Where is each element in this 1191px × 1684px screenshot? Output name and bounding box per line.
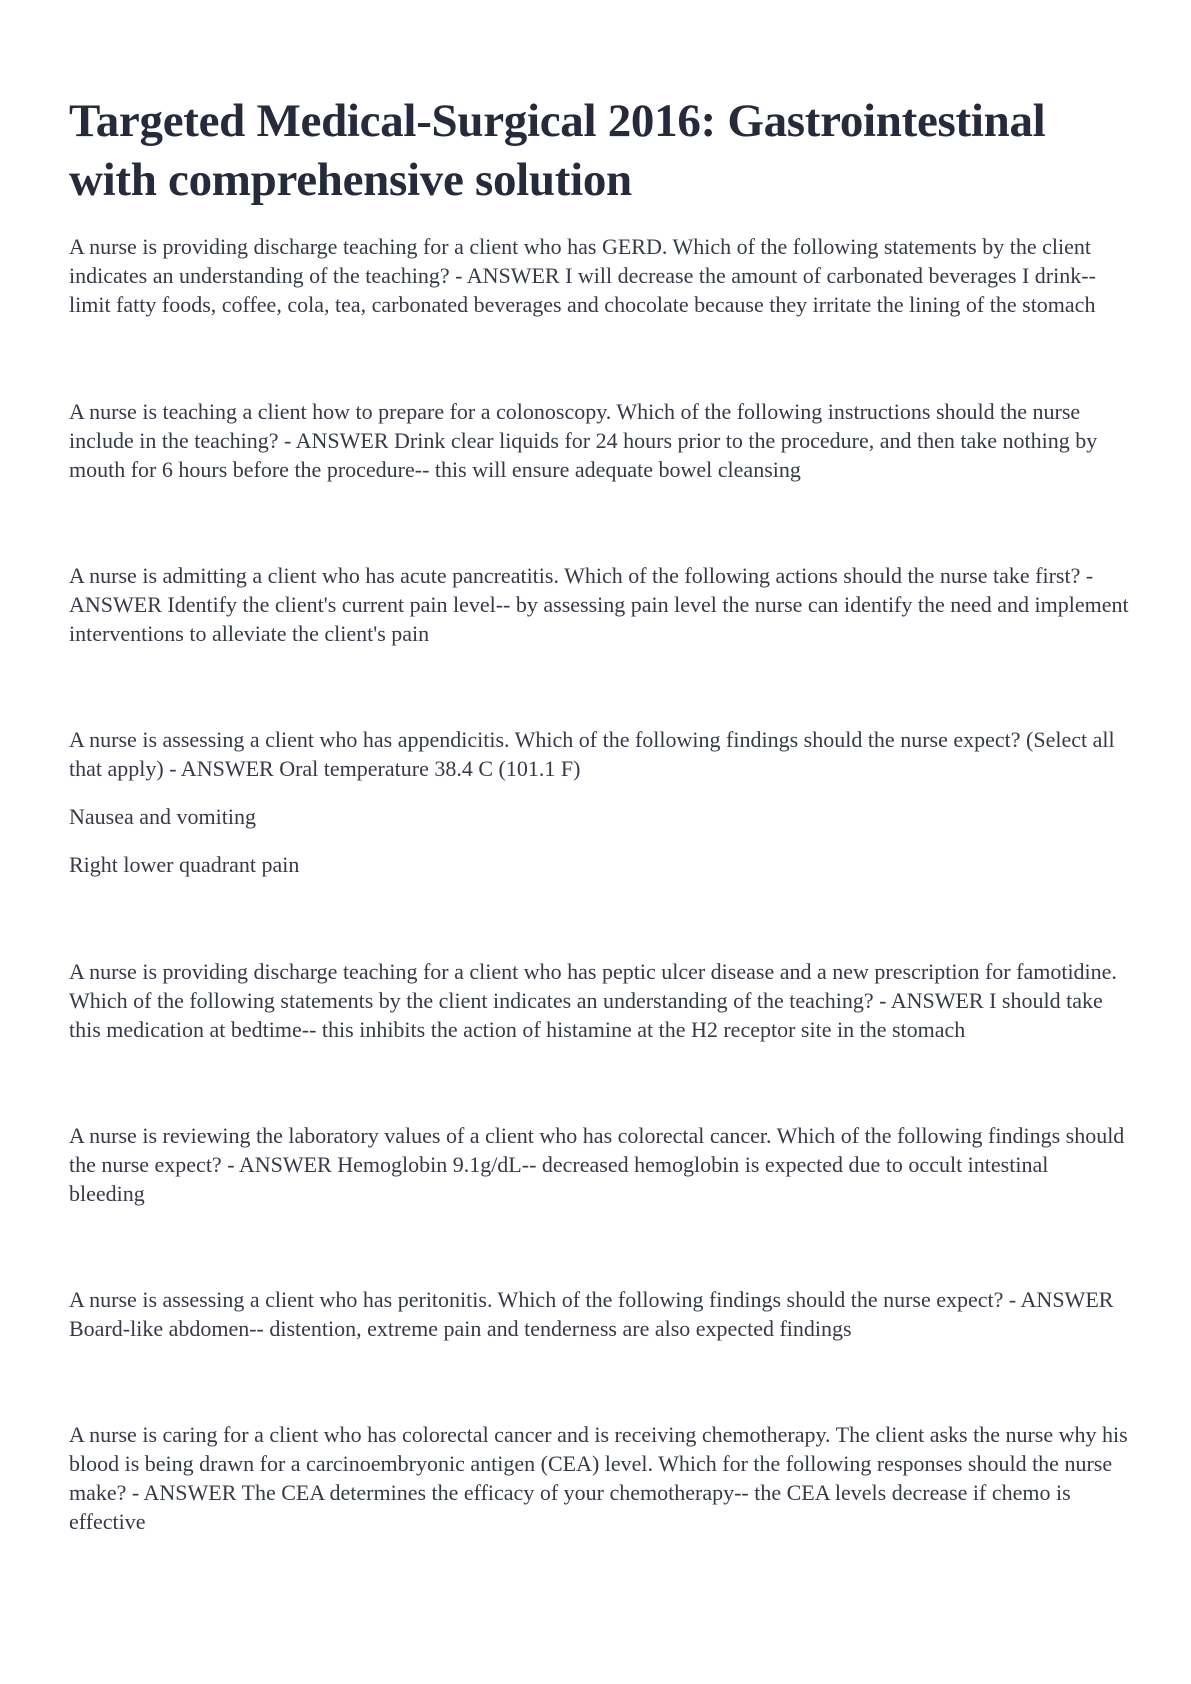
qa-text: A nurse is reviewing the laboratory values of a client who has colorectal cancer. Which of the following findings should the nurse expect? - ANSWER Hemoglobin 9.1g/dL-- decreased hemoglobin is expected due to occult intestinal bleeding bbox=[69, 1123, 1125, 1206]
qa-item bbox=[69, 725, 1129, 879]
qa-item bbox=[69, 1285, 1129, 1343]
qa-answer-line: Right lower quadrant pain bbox=[69, 852, 300, 877]
qa-text: A nurse is teaching a client how to prepare for a colonoscopy. Which of the following instructions should the nurse include in the teaching? - ANSWER Drink clear liquids for 24 hours prior to the procedure, and then take nothing by mouth for 6 hours before the procedure-- this will ensure adequate bowel cleansing bbox=[69, 399, 1098, 482]
qa-text: A nurse is providing discharge teaching for a client who has peptic ulcer disease and a new prescription for famotidine. Which of the following statements by the client indicates an understanding of the teaching? - ANSWER I should take this medication at bedtime-- this inhibits the action of histamine at the H2 receptor site in the stomach bbox=[69, 959, 1117, 1042]
document-page bbox=[69, 92, 1129, 1536]
qa-item bbox=[69, 397, 1129, 484]
document-title: Targeted Medical-Surgical 2016: Gastrointestinal with comprehensive solution bbox=[69, 95, 1046, 206]
qa-answer-line: Nausea and vomiting bbox=[69, 804, 256, 829]
qa-text: A nurse is caring for a client who has colorectal cancer and is receiving chemotherapy. The client asks the nurse why his blood is being drawn for a carcinoembryonic antigen (CEA) level. Which for the following responses should the nurse make? - ANSWER The CEA determines the efficacy of your chemotherapy-- the CEA levels decrease if chemo is effective bbox=[69, 1422, 1128, 1534]
qa-item bbox=[69, 1121, 1129, 1208]
qa-text: A nurse is providing discharge teaching for a client who has GERD. Which of the following statements by the client indicates an understanding of the teaching? - ANSWER I will decrease the amount of carbonated beverages I drink-- limit fatty foods, coffee, cola, tea, carbonated beverages and chocolate because they irritate the lining of the stomach bbox=[69, 234, 1096, 317]
qa-item bbox=[69, 561, 1129, 648]
qa-text: A nurse is admitting a client who has acute pancreatitis. Which of the following actions should the nurse take first? - ANSWER Identify the client's current pain level-- by assessing pain level the nurse can identify the need and implement interventions to alleviate the client's pain bbox=[69, 563, 1129, 646]
qa-text: A nurse is assessing a client who has appendicitis. Which of the following findings should the nurse expect? (Select all that apply) - ANSWER Oral temperature 38.4 C (101.1 F) bbox=[69, 727, 1115, 781]
qa-item bbox=[69, 1420, 1129, 1536]
qa-item bbox=[69, 957, 1129, 1044]
qa-text: A nurse is assessing a client who has peritonitis. Which of the following findings should the nurse expect? - ANSWER Board-like abdomen-- distention, extreme pain and tenderness are also expected findings bbox=[69, 1287, 1114, 1341]
qa-item bbox=[69, 232, 1129, 319]
qa-list bbox=[69, 232, 1129, 1536]
